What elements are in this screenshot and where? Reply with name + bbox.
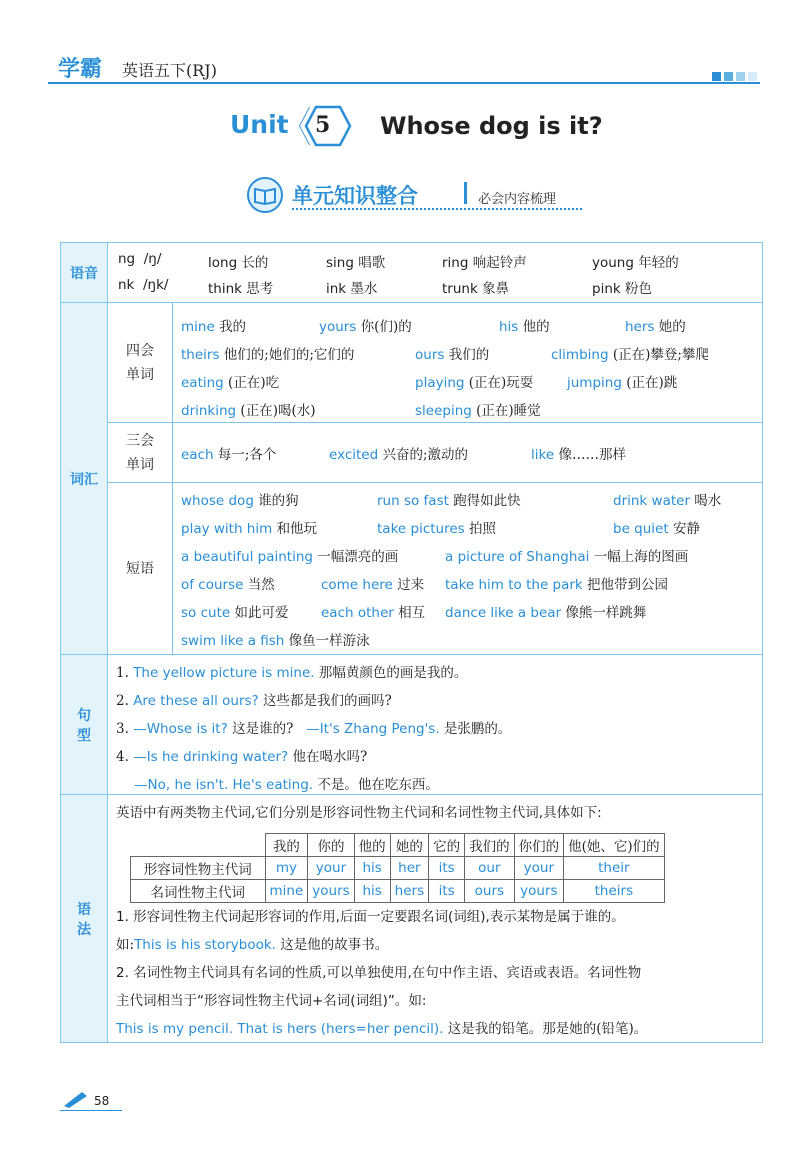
word-cn: 粉色: [625, 281, 652, 297]
sound: nk: [118, 277, 135, 293]
logo: 学霸: [58, 57, 103, 82]
vocab-three-row: [61, 423, 763, 483]
book-title: 英语五下(RJ): [122, 61, 217, 80]
word: ink: [326, 281, 347, 297]
grammar-intro: 英语中有两类物主代词,它们分别是形容词性物主代词和名词性物主代词,具体如下:: [116, 805, 602, 821]
ipa: /ŋk/: [142, 277, 169, 293]
phrases-label: 短语: [108, 483, 173, 655]
grammar-p2b: 主代词相当于“形容词性物主代词+名词(词组)”。如:: [116, 993, 427, 1009]
pronoun-header-row: 我的 你的 他的 她的 它的 我们的 你们的 他(她、它)们的: [131, 834, 665, 857]
unit-title: Whose dog is it?: [380, 112, 603, 140]
phonics-cell: [108, 243, 763, 303]
pencil-icon: [62, 1090, 90, 1108]
four-label: 四会单词: [108, 303, 173, 423]
section-underline: [292, 208, 582, 210]
knowledge-table: [60, 242, 763, 1043]
pronoun-row-adjective: 形容词性物主代词 my your his her its our your their: [131, 857, 665, 880]
empty-corner: [131, 834, 266, 857]
unit-label: Unit: [230, 110, 289, 139]
word: sing: [326, 255, 354, 271]
grammar-p2: 2. 名词性物主代词具有名词的性质,可以单独使用,在句中作主语、宾语或表语。名词性物: [116, 965, 642, 981]
category-grammar: 语法: [61, 795, 108, 1043]
page-number: 58: [94, 1094, 110, 1108]
pronoun-table: [130, 833, 665, 903]
header-rule: [48, 82, 760, 84]
word-cn: 思考: [246, 281, 274, 297]
grammar-cell: 英语中有两类物主代词,它们分别是形容词性物主代词和名词性物主代词,具体如下: 1. 形容词性物主代词起形容词的作用,后面一定要跟名词(词组),表示某物是属于谁的。 如:This is his storybook. 这是他的故事书。 2. 名词性物主代词具有名词的性质,可以单独使用,在句中作主语、宾语或表语。名词性物 主代词相当于“形容词性物主代词+名词(词组)”。如: This is my pencil. That is hers (hers=her pencil). 这是我的铅笔。那是她的(铅笔)。: [108, 795, 763, 1043]
word: pink: [592, 281, 621, 297]
phonics-row: [61, 243, 763, 303]
three-label: 三会单词: [108, 423, 173, 483]
word-cn: 墨水: [350, 281, 378, 297]
word: ring: [442, 255, 469, 271]
sentences-cell: 1. The yellow picture is mine. 那幅黄颜色的画是我的。 2. Are these all ours? 这些都是我们的画吗? 3. —Whose is it? 这是谁的? —It's Zhang Peng's. 是张鹏的。 4. —Is he drinking water? 他在喝水吗? —No, he isn't. He's eating. 不是。他在吃东西。: [108, 655, 763, 795]
sound: ng: [118, 251, 136, 267]
word-cn: 长的: [241, 255, 269, 271]
category-vocab: 词汇: [61, 303, 108, 655]
word: long: [208, 255, 238, 271]
section-subtitle: 必会内容梳理: [478, 192, 557, 207]
word: trunk: [442, 281, 478, 297]
word-cn: 年轻的: [638, 255, 679, 271]
category-phonics: 语音: [61, 243, 108, 303]
grammar-row: [61, 795, 763, 1043]
section-title: 单元知识整合: [292, 184, 418, 208]
word: think: [208, 281, 242, 297]
word: young: [592, 255, 634, 271]
category-sentences: 句型: [61, 655, 108, 795]
vocab-phrases-row: [61, 483, 763, 655]
section-divider: [464, 182, 467, 204]
word-cn: 唱歌: [358, 255, 386, 271]
four-cell: mine 我的 yours 你(们)的 his 他的 hers 她的 theirs 他们的;她们的;它们的 ours 我们的 climbing (正在)攀登;攀爬 eating (正在)吃 playing (正在)玩耍 jumping (正在)跳 drinking (正在)喝(水) sleeping (正在)睡觉: [173, 303, 763, 423]
word-cn: 象鼻: [482, 281, 510, 297]
grammar-p1: 1. 形容词性物主代词起形容词的作用,后面一定要跟名词(词组),表示某物是属于谁的。: [116, 909, 625, 925]
sentences-row: [61, 655, 763, 795]
unit-number: 5: [315, 112, 331, 138]
footer-rule: [60, 1110, 122, 1111]
book-icon: [246, 176, 284, 214]
pronoun-row-noun: 名词性物主代词 mine yours his hers its ours yours theirs: [131, 880, 665, 903]
three-cell: each 每一;各个 excited 兴奋的;激动的 like 像……那样: [173, 423, 763, 483]
vocab-four-row: [61, 303, 763, 423]
word-cn: 响起铃声: [472, 255, 527, 271]
phrases-cell: whose dog 谁的狗 run so fast 跑得如此快 drink water 喝水 play with him 和他玩 take pictures 拍照 be quiet 安静 a beautiful painting 一幅漂亮的画 a picture of Shanghai 一幅上海的图画 of course 当然 come here 过来 take him to the park 把他带到公园 so cute 如此可爱 each other 相互 dance like a bear 像熊一样跳舞 swim like a fish 像鱼一样游泳: [173, 483, 763, 655]
ipa: /ŋ/: [143, 251, 162, 267]
